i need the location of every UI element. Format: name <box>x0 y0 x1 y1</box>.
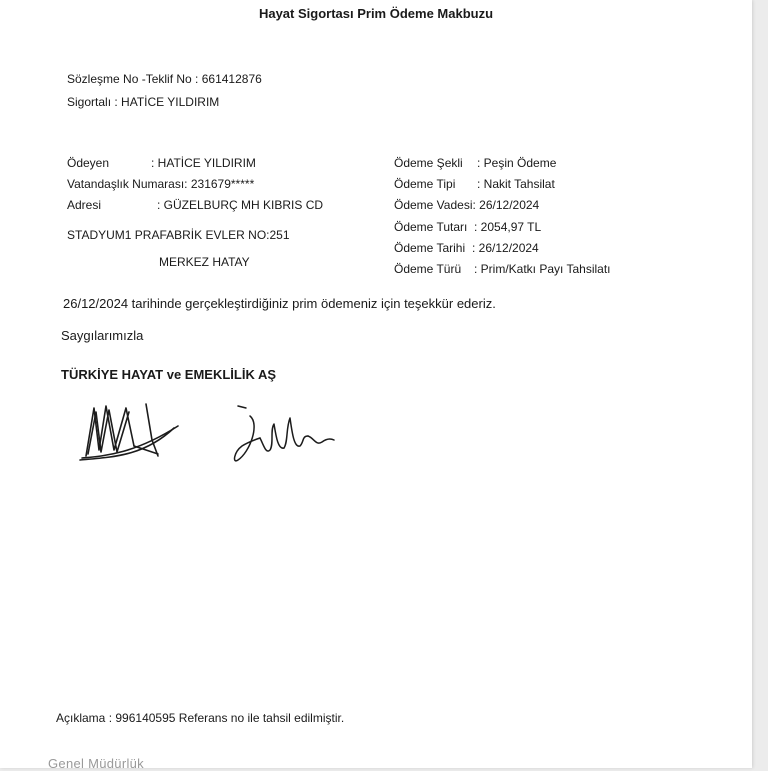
note-row: Açıklama : 996140595 Referans no ile tahsil edilmiştir. <box>56 711 345 725</box>
thanks-text: 26/12/2024 tarihinde gerçekleştirdiğiniz prim ödemeniz için teşekkür ederiz. <box>63 296 496 311</box>
citizen-id-label: Vatandaşlık Numarası <box>67 177 185 191</box>
document-title: Hayat Sigortası Prim Ödeme Makbuzu <box>258 6 494 21</box>
insured-value: HATİCE YILDIRIM <box>121 95 220 109</box>
citizen-id-row: Vatandaşlık Numarası: 231679***** <box>67 177 255 191</box>
company-name: TÜRKİYE HAYAT ve EMEKLİLİK AŞ <box>61 367 277 382</box>
payment-method-row: : Peşin Ödeme <box>477 156 557 170</box>
insured-row: Sigortalı : HATİCE YILDIRIM <box>67 95 220 109</box>
address-line3: MERKEZ HATAY <box>159 255 250 269</box>
payer-label: Ödeyen <box>67 156 110 170</box>
regards-text: Saygılarımızla <box>61 328 144 343</box>
payment-type-label: Ödeme Tipi <box>394 177 456 191</box>
payment-method-value: Peşin Ödeme <box>483 156 557 170</box>
signature-1 <box>74 400 186 466</box>
note-label: Açıklama <box>56 711 106 725</box>
address-line2: STADYUM1 PRAFABRİK EVLER NO:251 <box>67 228 290 242</box>
address-label: Adresi <box>67 198 102 212</box>
citizen-id-value: 231679***** <box>190 177 255 191</box>
contract-row: Sözleşme No -Teklif No : 661412876 <box>67 72 262 86</box>
payment-date-label: Ödeme Tarihi <box>394 241 466 255</box>
address-line1: GÜZELBURÇ MH KIBRIS CD <box>163 198 324 212</box>
payment-date-value: 26/12/2024 <box>478 241 539 255</box>
payment-type-value: Nakit Tahsilat <box>483 177 555 191</box>
payment-amount-value: 2054,97 TL <box>480 220 542 234</box>
payment-due-row: Ödeme Vadesi: 26/12/2024 <box>394 198 540 212</box>
payer-row: : HATİCE YILDIRIM <box>151 156 256 170</box>
payment-kind-label: Ödeme Türü <box>394 262 462 276</box>
payment-due-label: Ödeme Vadesi <box>394 198 473 212</box>
contract-value: 661412876 <box>201 72 262 86</box>
payment-kind-row: : Prim/Katkı Payı Tahsilatı <box>474 262 611 276</box>
insured-label: Sigortalı <box>67 95 112 109</box>
payment-type-row: : Nakit Tahsilat <box>477 177 555 191</box>
footer-text: Genel Müdürlük <box>48 756 144 771</box>
payment-amount-label: Ödeme Tutarı <box>394 220 468 234</box>
payment-due-value: 26/12/2024 <box>479 198 540 212</box>
payment-method-label: Ödeme Şekli <box>394 156 463 170</box>
payment-kind-value: Prim/Katkı Payı Tahsilatı <box>480 262 611 276</box>
address-row: : GÜZELBURÇ MH KIBRIS CD <box>157 198 324 212</box>
payment-amount-row: : 2054,97 TL <box>474 220 542 234</box>
contract-label: Sözleşme No -Teklif No <box>67 72 192 86</box>
signature-2 <box>230 402 338 468</box>
payment-date-row: : 26/12/2024 <box>472 241 539 255</box>
payer-value: HATİCE YILDIRIM <box>157 156 256 170</box>
note-value: 996140595 Referans no ile tahsil edilmiştir. <box>115 711 345 725</box>
